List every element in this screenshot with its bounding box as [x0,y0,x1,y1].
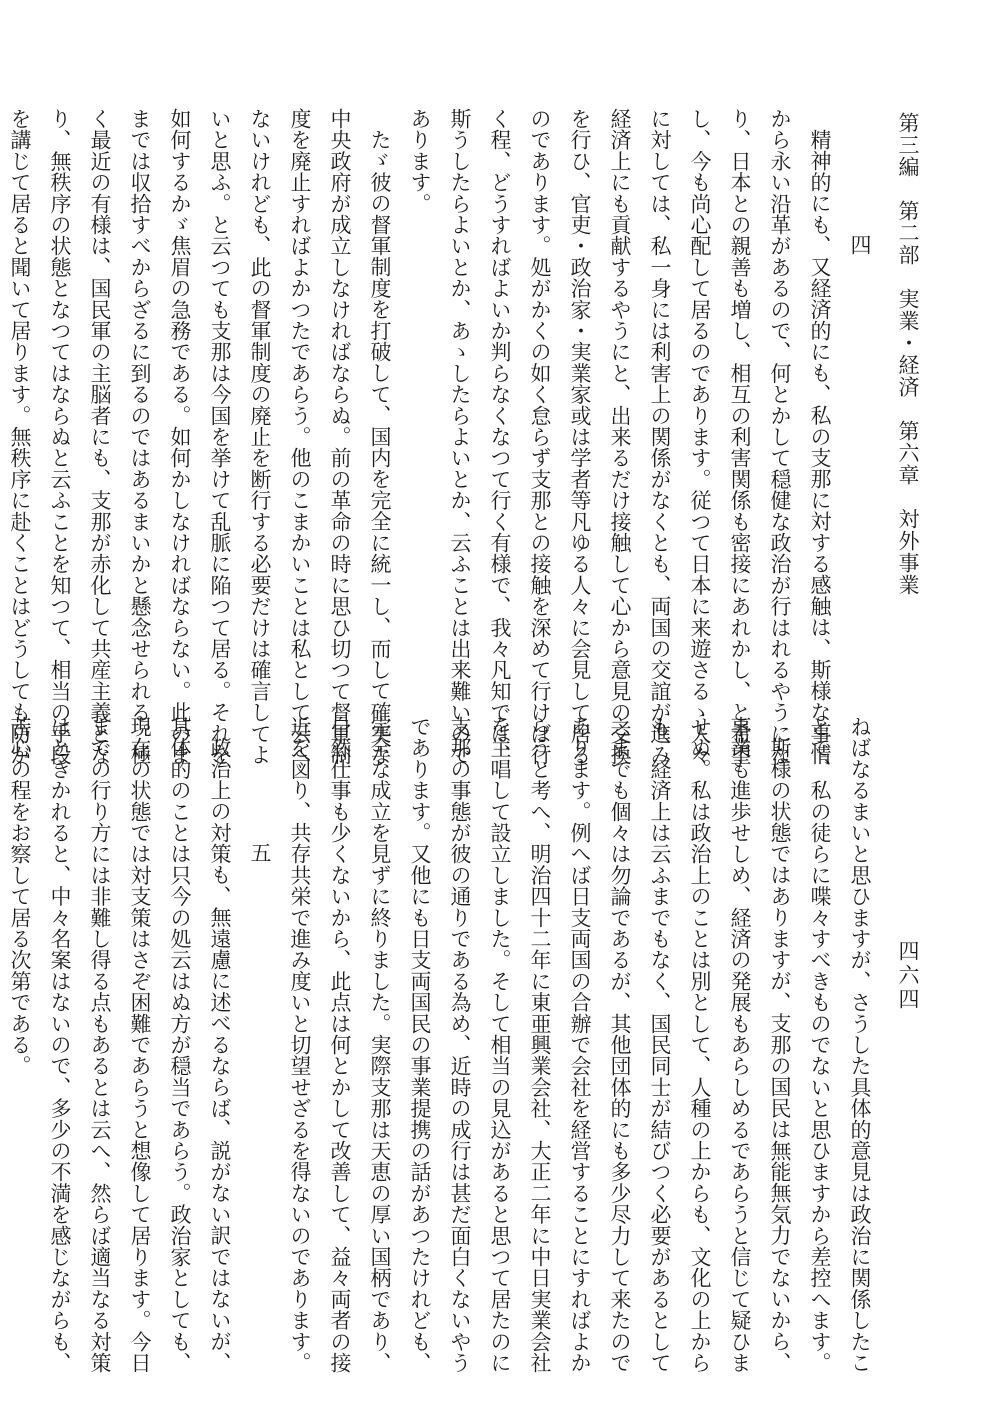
text-line: たゞ彼の督軍制度を打破して、国内を完全に統一し、而して確実な [368,129,392,765]
text-line: 中央政府が成立しなければならぬ。前の革命の時に思ひ切つて督軍制 [328,108,352,766]
section-heading-4: 四 [848,234,872,256]
text-line: 支那の事態が彼の通りである為め、近時の成行は甚だ面白くないやう [448,716,472,1374]
text-line: せぬ。私は政治上のことは別として、人種の上からも、文化の上から [688,716,712,1374]
text-line: までの行り方には非難し得る点もあるとは云へ、然らば適当なる対策 [88,716,112,1374]
text-line: とで、私の徒らに喋々すべきものでないと思ひますから差控へます。 [808,716,832,1374]
text-line: あります。例へば日支両国の合辦で会社を経営することにすればよか [568,716,592,1374]
page-number: 四六四 [896,940,920,1012]
text-line: 現在の状態では対支策はさぞ困難であらうと想像して居ります。今日 [128,716,152,1374]
continued-paragraph [800,716,880,1374]
lower-text-block [8,716,880,1374]
text-line: し、今も尚心配して居るのであります。従つて日本に来遊さるゝ人々 [688,108,712,766]
text-line: であります。又他にも日支両国民の事業提携の話があつたけれども、 [408,716,432,1374]
text-line: く最近の有様は、国民軍の主脳者にも、支那が赤化して共産主義とな [88,108,112,766]
text-line: に対しては、私一身には利害上の関係がなくとも、両国の交誼が進み [648,108,672,766]
text-line: 之までも個々は勿論であるが、其他団体的にも多少尽力して来たので [608,716,632,1374]
text-line: のであります。処がかくの如く怠らず支那との接触を深めて行けば行 [528,108,552,766]
text-line: を講じて居ると聞いて居ります。無秩序に赴くことはどうしても防が [8,108,32,766]
lower-first-paragraph [280,716,800,1374]
text-line: 精神的にも、又経済的にも、私の支那に対する感触は、斯様な事情 [808,129,832,765]
paragraph [400,108,840,766]
text-line: あります。 [408,108,432,214]
text-line: を主唱して設立しました。そして相当の見込があると思つて居たのに [488,716,512,1374]
text-line: いと思ふ。と云つても支那は今国を挙けて乱脈に陥つて居る。それを [208,108,232,766]
section-heading-5: 五 [248,842,272,864]
text-line: り、日本との親善も増し、相互の利害関係も密接にあれかし、と希望 [728,108,752,766]
text-line: 苦心の程をお察して居る次第である。 [8,716,32,1077]
text-line: 斯うしたらよいとか、あゝしたらよいとか、云ふことは出来難いので [448,108,472,766]
text-line: を行ひ、官吏・政治家・実業家或は学者等凡ゆる人々に会見して居る [568,108,592,766]
text-line: 事業も進歩せしめ、経済の発展もあらしめるであらうと信じて疑ひま [728,716,752,1374]
text-line: 自然仕事も少くないから、此点は何とかして改善して、益々両者の接 [328,716,352,1374]
lower-second-paragraph [0,716,240,1374]
text-line: 度を廃止すればよかつたであらう。他のこまかいことは私として云へ [288,108,312,766]
upper-text-block [8,108,880,766]
text-line: から永い沿革があるので、何とかして穏健な政治が行はれるやうにな [768,108,792,766]
paragraph [0,108,400,766]
text-line: 如何するかゞ焦眉の急務である。如何かしなければならない。此のま [168,108,192,766]
text-line: 近を図り、共存共栄で進み度いと切望せざるを得ないのであります。 [288,716,312,1374]
text-line: 経済上にも貢献するやうにと、出来るだけ接触して心から意見の交換 [608,108,632,766]
text-line: 完全な成立を見ずに終りました。実際支那は天恵の厚い国柄であり、 [368,716,392,1374]
text-line: はときかれると、中々名案はないので、多少の不満を感じながらも、 [48,716,72,1374]
text-line: らうと考へ、明治四十二年に東亜興業会社、大正二年に中日実業会社 [528,716,552,1374]
text-line: 政治上の対策も、無遠慮に述べるならば、説がない訳ではないが、 [208,737,232,1373]
running-header: 第三編 第二部 実業・経済 第六章 対外事業 [896,112,920,596]
upper-paragraphs [0,108,840,766]
text-line: り、無秩序の状態となつてはならぬと云ふことを知つて、相当の手段 [48,108,72,766]
text-line: ねばなるまいと思ひますが、さうした具体的意見は政治に関係したこ [848,716,872,1374]
text-line: も、経済上は云ふまでもなく、国民同士が結びつく必要があるとして [648,716,672,1374]
text-line: までは収拾すべからざるに到るのではあるまいかと懸念せられる。極 [128,108,152,766]
text-line: ないけれども、此の督軍制度の廃止を断行する必要だけは確言してよ [248,108,272,766]
text-line: く程、どうすればよいか判らなくなつて行く有様で、我々凡知では、 [488,108,512,766]
text-line: 斯様の状態ではありますが、支那の国民は無能無気力でないから、 [768,737,792,1373]
text-line: 具体的のことは只今の処云はぬ方が穏当であらう。政治家としても、 [168,716,192,1374]
